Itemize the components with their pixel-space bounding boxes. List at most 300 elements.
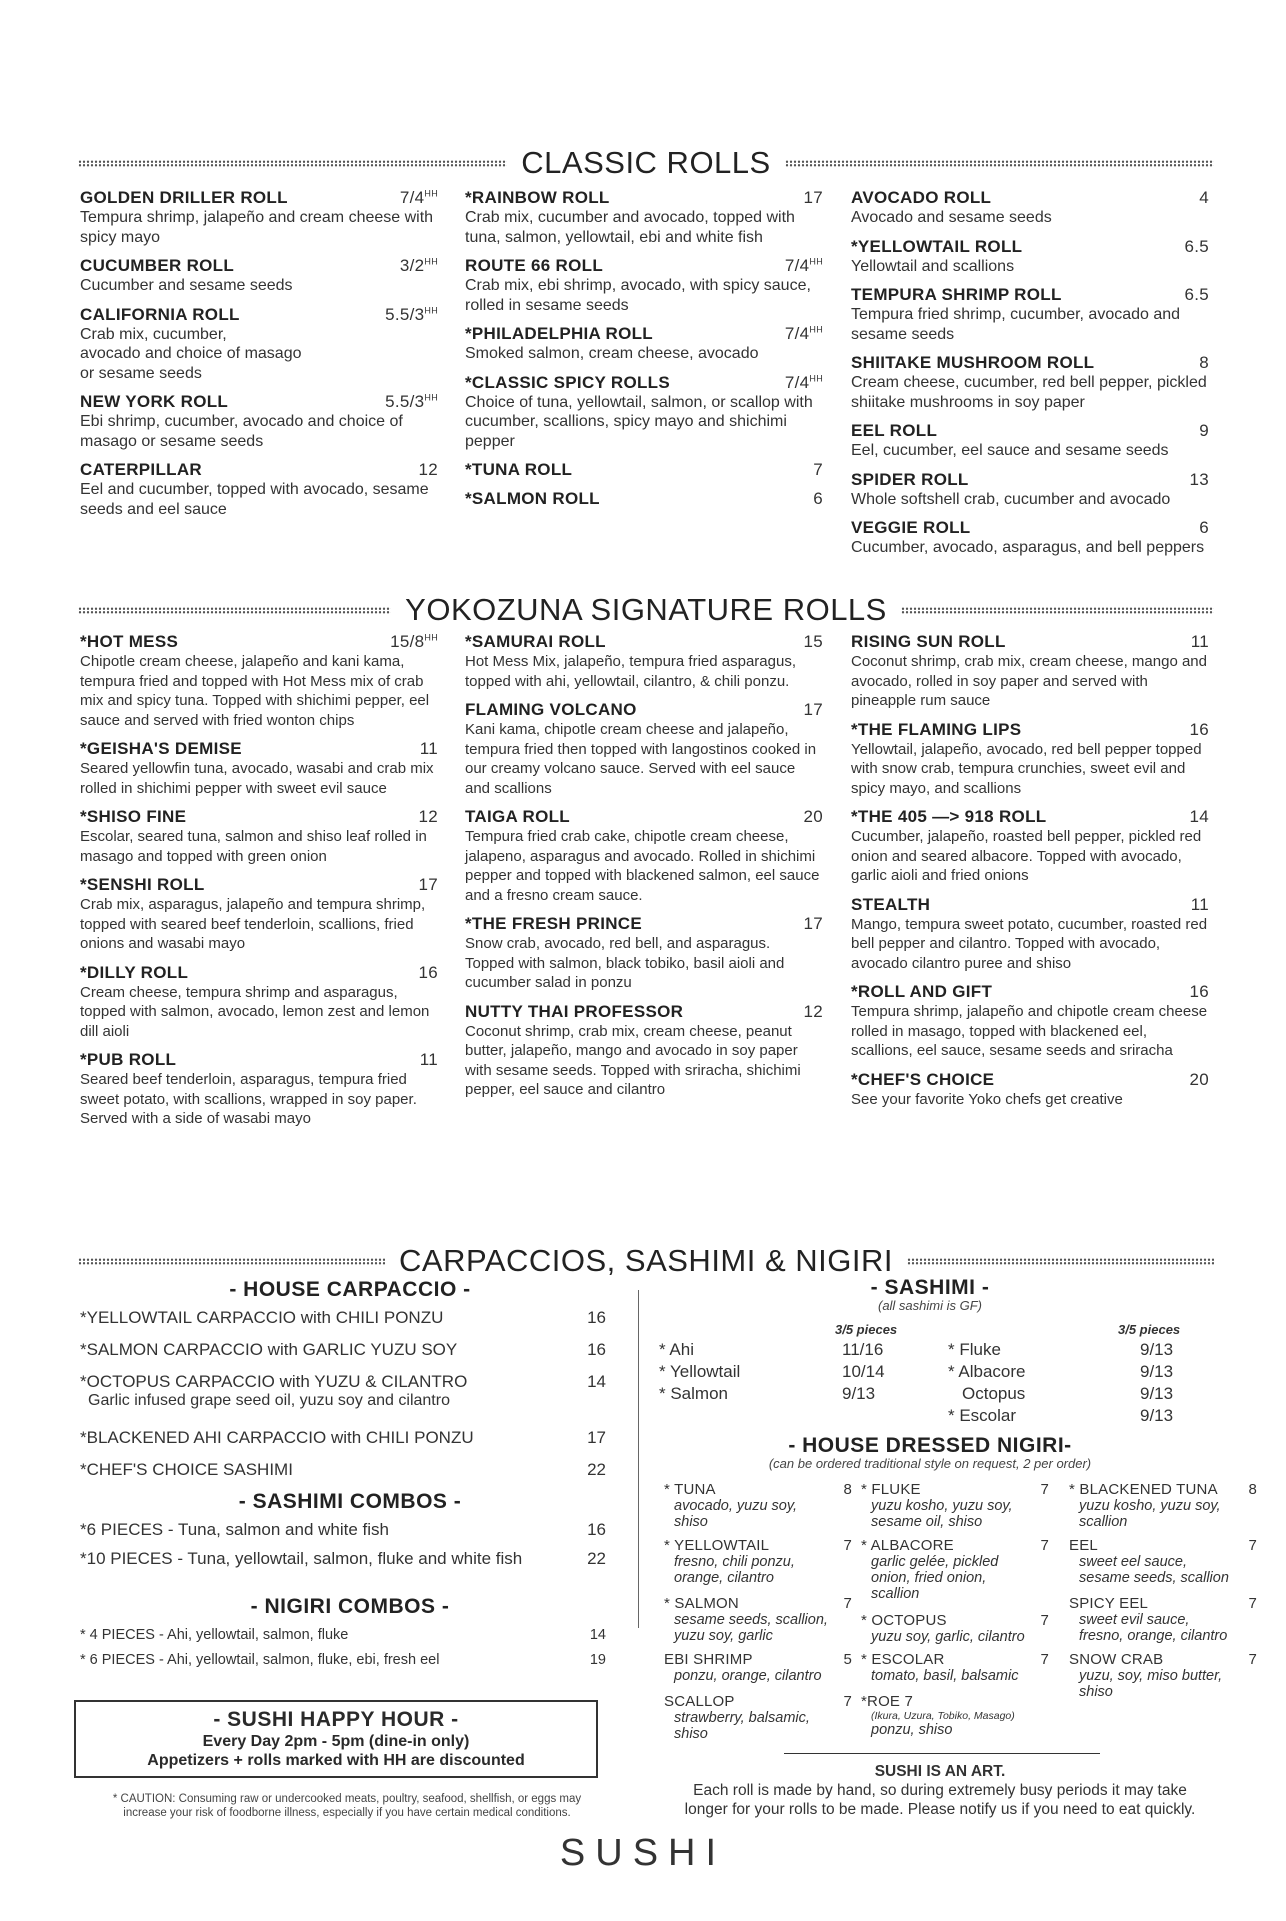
price-value: 20: [1189, 1069, 1209, 1089]
divider-line: [784, 1753, 1100, 1754]
menu-item-name: CUCUMBER ROLL: [80, 256, 235, 275]
happy-hour-mark: HH: [809, 372, 823, 383]
nigiri-name: * FLUKE: [861, 1481, 921, 1498]
menu-item-price: [1189, 982, 1209, 1002]
price-row: [80, 1372, 606, 1410]
sashimi-name: * Yellowtail: [659, 1362, 741, 1381]
price-value: 20: [803, 807, 823, 826]
nigiri-name: * TUNA: [664, 1481, 716, 1498]
classic-rolls-title: CLASSIC ROLLS: [521, 145, 771, 180]
carpaccio-header: [78, 1241, 1214, 1281]
menu-item-name: RISING SUN ROLL: [851, 632, 1006, 651]
sashimi-name: * Escolar: [948, 1406, 1017, 1425]
nigiri-description: sweet eel sauce, sesame seeds, scallion: [1079, 1554, 1229, 1586]
sashimi-price: 9/13: [1140, 1406, 1174, 1425]
nigiri-item: [861, 1651, 1049, 1684]
price-row-name: *CHEF'S CHOICE SASHIMI: [80, 1460, 293, 1479]
nigiri-price: 7: [1040, 1612, 1049, 1629]
menu-item-price: [1184, 285, 1209, 305]
menu-item-name: *DILLY ROLL: [80, 962, 189, 982]
menu-item-price: [385, 392, 438, 412]
sashimi-name: * Salmon: [659, 1384, 728, 1403]
menu-item-header: [465, 807, 823, 827]
price-row-label-group: [80, 1549, 522, 1569]
price-value: 6.5: [1184, 285, 1209, 304]
menu-item-description: Eel, cucumber, eel sauce and sesame seeds: [851, 442, 1169, 459]
menu-item-name: *SENSHI ROLL: [80, 875, 205, 894]
menu-item-description: Cucumber, avocado, asparagus, and bell peppers: [851, 539, 1205, 556]
menu-item-name: SHIITAKE MUSHROOM ROLL: [851, 353, 1095, 372]
menu-item-name: *PHILADELPHIA ROLL: [465, 324, 653, 343]
menu-item: [851, 895, 1209, 974]
menu-item-name: ROUTE 66 ROLL: [465, 256, 604, 275]
price-value: 13: [1189, 469, 1209, 489]
nigiri-name: * SALMON: [664, 1595, 739, 1612]
nigiri-price: 7: [1248, 1537, 1257, 1554]
menu-item-name: AVOCADO ROLL: [851, 188, 992, 207]
menu-item: [465, 807, 823, 905]
menu-item-header: [465, 188, 823, 208]
menu-item-description: Crab mix, ebi shrimp, avocado, with spicy sauce, rolled in sesame seeds: [465, 277, 811, 314]
nigiri-description: garlic gelée, pickled onion, fried onion, scallion: [871, 1554, 999, 1602]
nigiri-name: *ROE 7: [861, 1693, 914, 1710]
price-value: 16: [418, 962, 438, 982]
menu-item-description: Whole softshell crab, cucumber and avocado: [851, 490, 1171, 508]
price-row-price: 22: [587, 1460, 606, 1479]
menu-item-header: [465, 914, 823, 934]
nigiri-description: yuzu kosho, yuzu soy, sesame oil, shiso: [871, 1498, 1013, 1530]
price-value: 12: [418, 460, 438, 479]
nigiri-name: * OCTOPUS: [861, 1612, 947, 1629]
price-value: 7/4: [784, 324, 810, 343]
classic-col-1: [80, 188, 438, 528]
price-row: [80, 1428, 606, 1448]
menu-item: [465, 460, 823, 480]
menu-item-description: Escolar, seared tuna, salmon and shiso leaf rolled in masago and topped with green onion: [80, 828, 427, 865]
menu-item-description: Cream cheese, cucumber, red bell pepper, pickled shiitake mushrooms in soy paper: [851, 374, 1207, 411]
menu-item: [851, 1070, 1209, 1110]
menu-item-header: [851, 237, 1209, 257]
menu-item-header: [851, 353, 1209, 373]
price-row-name: *YELLOWTAIL CARPACCIO with CHILI PONZU: [80, 1308, 444, 1327]
menu-item-header: [851, 421, 1209, 441]
menu-item: [465, 324, 823, 364]
nigiri-name: SCALLOP: [664, 1693, 735, 1710]
nigiri-item-header: [861, 1537, 1049, 1554]
sashimi-price: 9/13: [842, 1384, 876, 1403]
happy-hour-mark: HH: [424, 392, 438, 403]
price-row-label-group: [80, 1372, 467, 1410]
price-row: [80, 1460, 606, 1480]
price-value: 8: [1199, 353, 1209, 372]
sashimi-price: 10/14: [842, 1362, 885, 1381]
price-row-label-group: [80, 1627, 348, 1643]
price-value: 7/4: [399, 188, 425, 207]
price-row-name: *10 PIECES - Tuna, yellowtail, salmon, fluke and white fish: [80, 1549, 523, 1568]
menu-item-name: *SALMON ROLL: [465, 489, 600, 508]
price-row: [80, 1549, 606, 1569]
price-value: 6.5: [1184, 236, 1209, 256]
nigiri-item-header: [664, 1537, 852, 1554]
nigiri-name: EBI SHRIMP: [664, 1651, 753, 1668]
menu-item-header: [851, 470, 1209, 490]
price-value: 4: [1199, 188, 1209, 207]
menu-item: [851, 188, 1209, 228]
price-row-name: *OCTOPUS CARPACCIO with YUZU & CILANTRO: [80, 1372, 468, 1391]
menu-item-header: [80, 875, 438, 895]
happy-hour-mark: HH: [424, 632, 438, 643]
menu-item: [80, 256, 438, 296]
menu-item: [851, 518, 1209, 558]
price-value: 15/8: [390, 632, 425, 651]
menu-item-price: [1184, 237, 1209, 257]
menu-item-description: Yellowtail, jalapeño, avocado, red bell pepper topped with snow crab, tempura crunchies, sweet evil and spicy mayo, and scallions: [851, 740, 1202, 797]
price-value: 11: [1190, 632, 1209, 651]
menu-item-description: Seared yellowfin tuna, avocado, wasabi and crab mix rolled in shichimi pepper with sweet evil sauce: [80, 760, 434, 797]
nigiri-price: 8: [843, 1481, 852, 1498]
nigiri-description: sweet evil sauce, fresno, orange, cilantro: [1079, 1612, 1228, 1644]
happy-hour-box: [74, 1700, 598, 1778]
menu-item-description: Cream cheese, tempura shrimp and asparagus, topped with salmon, avocado, lemon zest and lemon dill aioli: [80, 983, 430, 1040]
nigiri-description: strawberry, balsamic, shiso: [674, 1710, 810, 1742]
menu-item-description: Chipotle cream cheese, jalapeño and kani kama, tempura fried and topped with Hot Mess mix of crab mix and spicy tuna. Topped with shichimi pepper, eel sauce and served with fried wonton chips: [80, 653, 430, 729]
dotted-rule: [785, 160, 1214, 167]
column-divider: [638, 1290, 639, 1628]
sashimi-name: * Albacore: [948, 1362, 1026, 1381]
nigiri-name: * BLACKENED TUNA: [1069, 1481, 1218, 1498]
menu-item-price: [400, 256, 438, 276]
price-value: 6: [1199, 518, 1209, 537]
dotted-rule: [78, 1258, 385, 1265]
menu-item-name: SPIDER ROLL: [851, 469, 969, 489]
menu-item-price: [418, 807, 438, 827]
price-value: 5.5/3: [385, 392, 425, 411]
menu-item-header: [465, 1002, 823, 1022]
nigiri-subtitle: (can be ordered traditional style on request, 2 per order): [768, 1456, 1092, 1471]
nigiri-item-header: [861, 1693, 1049, 1710]
menu-item-name: TEMPURA SHRIMP ROLL: [851, 285, 1062, 304]
sashimi-title: - SASHIMI -: [870, 1276, 990, 1299]
menu-item-header: [851, 632, 1209, 652]
menu-item-description: Avocado and sesame seeds: [851, 209, 1052, 226]
nigiri-price: 5: [843, 1651, 852, 1668]
menu-item-name: CATERPILLAR: [80, 460, 202, 479]
price-row-label-group: [80, 1652, 439, 1668]
nigiri-price: 7: [1248, 1651, 1257, 1668]
sashimi-combos-title: - SASHIMI COMBOS -: [238, 1490, 462, 1513]
nigiri-item: [861, 1612, 1049, 1645]
nigiri-name: * ALBACORE: [861, 1537, 954, 1554]
menu-item: [465, 1002, 823, 1100]
menu-item-price: [1189, 470, 1209, 490]
happy-hour-mark: HH: [809, 324, 823, 335]
menu-item-header: [80, 188, 438, 208]
price-value: 17: [803, 700, 823, 719]
menu-item-header: [465, 256, 823, 276]
price-value: 3/2: [399, 256, 425, 275]
price-row-price: 17: [587, 1428, 606, 1447]
sashimi-pieces-label-right: 3/5 pieces: [1118, 1322, 1181, 1337]
menu-item: [465, 914, 823, 993]
sushi-art-note: [660, 1762, 1220, 1819]
menu-item-header: [851, 807, 1209, 827]
menu-item-name: TAIGA ROLL: [465, 807, 570, 826]
price-row-note: Garlic infused grape seed oil, yuzu soy and cilantro: [88, 1392, 450, 1409]
menu-item-price: [803, 632, 823, 652]
nigiri-description: avocado, yuzu soy, shiso: [674, 1498, 798, 1530]
price-value: 6: [813, 489, 823, 508]
menu-item: [851, 632, 1209, 711]
menu-item-header: [851, 518, 1209, 538]
menu-item-header: [80, 256, 438, 276]
menu-item-name: *SHISO FINE: [80, 807, 187, 826]
menu-item-price: [418, 460, 438, 480]
menu-item-price: [803, 188, 823, 208]
menu-item-price: [390, 632, 438, 652]
menu-item-name: GOLDEN DRILLER ROLL: [80, 188, 288, 207]
nigiri-item: [664, 1693, 852, 1742]
nigiri-item: [664, 1481, 852, 1530]
nigiri-name: * YELLOWTAIL: [664, 1537, 770, 1554]
nigiri-item-header: [664, 1693, 852, 1710]
menu-item-name: *TUNA ROLL: [465, 460, 573, 479]
menu-item-description: Kani kama, chipotle cream cheese and jalapeño, tempura fried then topped with langostinos cooked in our creamy volcano sauce. Served with eel sauce and scallions: [465, 721, 817, 797]
price-value: 11: [419, 1050, 438, 1069]
price-row-price: 22: [587, 1549, 606, 1568]
menu-item-description: Tempura fried crab cake, chipotle cream cheese, jalapeno, asparagus and avocado. Rolled in shichimi pepper and topped with blackened salmon, eel sauce and a fresno cream sauce.: [465, 828, 820, 904]
menu-item: [465, 700, 823, 798]
menu-item-description: Coconut shrimp, crab mix, cream cheese, peanut butter, jalapeño, mango and avocado in soy paper with sesame seeds. Topped with sriracha, shichimi pepper, eel sauce and cilantro: [465, 1022, 801, 1098]
nigiri-description: fresno, chili ponzu, orange, cilantro: [674, 1554, 795, 1586]
nigiri-description: yuzu kosho, yuzu soy, scallion: [1079, 1498, 1221, 1530]
menu-item-header: [80, 739, 438, 759]
menu-item-header: [465, 489, 823, 509]
nigiri-item: [861, 1481, 1049, 1530]
happy-hour-mark: HH: [809, 256, 823, 267]
nigiri-item-header: [664, 1481, 852, 1498]
happy-hour-line-2: Appetizers + rolls marked with HH are discounted: [147, 1752, 525, 1769]
menu-item-price: [1191, 895, 1209, 915]
menu-item: [465, 632, 823, 691]
menu-item: [80, 1050, 438, 1129]
price-value: 7/4: [784, 256, 810, 275]
menu-item-description: Choice of tuna, yellowtail, salmon, or scallop with cucumber, scallions, spicy mayo and shichimi pepper: [465, 393, 813, 450]
menu-item-header: [465, 460, 823, 480]
menu-item-header: [80, 305, 438, 325]
price-row-price: 16: [587, 1308, 606, 1327]
menu-item-price: [420, 1050, 438, 1070]
menu-item-header: [80, 392, 438, 412]
menu-item-price: [803, 807, 823, 827]
nigiri-item-header: [1069, 1537, 1257, 1554]
dotted-rule: [901, 607, 1214, 614]
price-row: [80, 1627, 606, 1643]
art-line-1: Each roll is made by hand, so during extremely busy periods it may take: [693, 1782, 1187, 1799]
menu-item-header: [465, 324, 823, 344]
nigiri-price: 7: [1248, 1595, 1257, 1612]
nigiri-name: SPICY EEL: [1069, 1595, 1149, 1612]
nigiri-item: [664, 1537, 852, 1586]
menu-item-name: *THE 405 —> 918 ROLL: [851, 807, 1047, 826]
price-row-name: *BLACKENED AHI CARPACCIO with CHILI PONZU: [80, 1428, 474, 1447]
price-value: 16: [1189, 982, 1209, 1001]
menu-item: [851, 982, 1209, 1061]
nigiri-price: 7: [843, 1693, 852, 1710]
price-row-price: 19: [589, 1652, 606, 1668]
menu-item-description: Tempura fried shrimp, cucumber, avocado and sesame seeds: [851, 306, 1181, 343]
menu-item-price: [1189, 807, 1209, 827]
nigiri-description: yuzu, soy, miso butter, shiso: [1079, 1668, 1223, 1700]
price-row-label-group: [80, 1520, 389, 1540]
nigiri-item: [1069, 1651, 1257, 1700]
menu-item-description: Yellowtail and scallions: [851, 257, 1015, 275]
nigiri-description: yuzu soy, garlic, cilantro: [871, 1629, 1025, 1645]
price-value: 17: [803, 188, 823, 207]
house-carpaccio-title: - HOUSE CARPACCIO -: [229, 1278, 471, 1301]
price-value: 16: [1189, 719, 1209, 739]
menu-item-header: [80, 1050, 438, 1070]
menu-item-description: Mango, tempura sweet potato, cucumber, roasted red bell pepper and cilantro. Topped with avocado, avocado cilantro puree and shiso: [851, 915, 1208, 972]
price-row-price: 16: [587, 1340, 606, 1359]
sashimi-price: 9/13: [1140, 1340, 1174, 1359]
price-row: [80, 1340, 606, 1360]
nigiri-item: [664, 1595, 852, 1644]
menu-item-price: [813, 460, 823, 480]
price-row: [80, 1652, 606, 1668]
menu-item-name: *THE FRESH PRINCE: [465, 914, 643, 933]
menu-item-name: *CHEF'S CHOICE: [851, 1069, 995, 1089]
menu-item-header: [851, 188, 1209, 208]
menu-item-description: See your favorite Yoko chefs get creative: [851, 1090, 1123, 1108]
menu-item-header: [80, 807, 438, 827]
menu-item-price: [785, 256, 823, 276]
nigiri-roe-types: (Ikura, Uzura, Tobiko, Masago): [871, 1710, 1015, 1722]
signature-col-2: [465, 632, 823, 1109]
menu-item-header: [465, 373, 823, 393]
menu-item-description: Cucumber, jalapeño, roasted bell pepper, pickled red onion and seared albacore. Topped with avocado, garlic aioli and fried onions: [851, 828, 1202, 884]
nigiri-price: 7: [843, 1595, 852, 1612]
nigiri-item-header: [1069, 1651, 1257, 1668]
menu-item: [465, 489, 823, 509]
menu-item-description: Hot Mess Mix, jalapeño, tempura fried asparagus, topped with ahi, yellowtail, cilantro, & chili ponzu.: [465, 653, 796, 690]
menu-item: [80, 392, 438, 451]
nigiri-description: tomato, basil, balsamic: [871, 1668, 1019, 1684]
price-value: 7: [813, 460, 823, 479]
menu-item-price: [420, 739, 438, 759]
menu-item-description: Snow crab, avocado, red bell, and asparagus. Topped with salmon, black tobiko, basil aioli and cucumber salad in ponzu: [465, 935, 785, 991]
signature-col-1: [80, 632, 438, 1138]
price-value: 12: [803, 1001, 823, 1021]
menu-item-name: *CLASSIC SPICY ROLLS: [465, 372, 670, 392]
menu-item-header: [851, 895, 1209, 915]
menu-item-name: NUTTY THAI PROFESSOR: [465, 1001, 684, 1021]
menu-item-header: [851, 720, 1209, 740]
nigiri-price: 8: [1248, 1481, 1257, 1498]
sashimi-subtitle: (all sashimi is GF): [877, 1298, 982, 1313]
menu-item-price: [1189, 720, 1209, 740]
nigiri-item-header: [1069, 1481, 1257, 1498]
menu-item-description: Crab mix, cucumber, avocado and choice of masago or sesame seeds: [80, 325, 302, 382]
price-value: 7/4: [784, 372, 810, 392]
menu-item-name: *GEISHA'S DEMISE: [80, 739, 242, 758]
nigiri-description: ponzu, shiso: [871, 1722, 953, 1738]
menu-item: [465, 256, 823, 315]
price-value: 17: [418, 875, 438, 894]
menu-item-header: [851, 1070, 1209, 1090]
classic-col-2: [465, 188, 823, 518]
price-row-name: * 6 PIECES - Ahi, yellowtail, salmon, fluke, ebi, fresh eel: [80, 1652, 440, 1668]
sashimi-name: Octopus: [962, 1384, 1026, 1403]
art-title: SUSHI IS AN ART.: [874, 1763, 1006, 1780]
menu-item-header: [851, 285, 1209, 305]
menu-item-description: Eel and cucumber, topped with avocado, sesame seeds and eel sauce: [80, 481, 429, 518]
price-value: 15: [803, 632, 823, 651]
sashimi-name: * Ahi: [659, 1340, 694, 1359]
price-row: [80, 1520, 606, 1540]
menu-item-price: [400, 188, 438, 208]
menu-item: [851, 720, 1209, 799]
caution-line-2: increase your risk of foodborne illness, especially if you have certain medical conditions.: [123, 1807, 571, 1819]
art-line-2: longer for your rolls to be made. Please notify us if you need to eat quickly.: [684, 1801, 1196, 1818]
menu-item-name: *YELLOWTAIL ROLL: [851, 236, 1023, 256]
nigiri-name: EEL: [1069, 1537, 1098, 1554]
nigiri-price: 7: [1040, 1537, 1049, 1554]
sushi-logo: SUSHI: [559, 1832, 727, 1874]
price-row-price: 14: [589, 1627, 606, 1643]
menu-item-header: [80, 632, 438, 652]
price-row-name: *SALMON CARPACCIO with GARLIC YUZU SOY: [80, 1340, 458, 1359]
menu-item: [80, 807, 438, 866]
sashimi-price: 9/13: [1140, 1384, 1174, 1403]
menu-item-name: STEALTH: [851, 894, 931, 914]
signature-col-3: [851, 632, 1209, 1118]
menu-item-header: [465, 632, 823, 652]
nigiri-title: - HOUSE DRESSED NIGIRI-: [788, 1434, 1072, 1457]
menu-item-name: *SAMURAI ROLL: [465, 632, 606, 651]
menu-item-description: Seared beef tenderloin, asparagus, tempura fried sweet potato, with scallions, wrapped in soy paper. Served with a side of wasabi mayo: [80, 1071, 417, 1127]
menu-item: [80, 739, 438, 798]
menu-item-description: Crab mix, cucumber and avocado, topped with tuna, salmon, yellowtail, ebi and white fish: [465, 209, 795, 246]
price-row: [80, 1308, 606, 1328]
menu-item: [851, 285, 1209, 344]
carpaccio-title: CARPACCIOS, SASHIMI & NIGIRI: [399, 1243, 894, 1278]
menu-item: [80, 460, 438, 519]
menu-item-name: VEGGIE ROLL: [851, 518, 971, 537]
nigiri-description: ponzu, orange, cilantro: [674, 1668, 822, 1684]
classic-rolls-header: [78, 143, 1214, 183]
menu-item: [80, 963, 438, 1042]
sashimi-price: 11/16: [842, 1340, 884, 1359]
menu-item-description: Ebi shrimp, cucumber, avocado and choice of masago or sesame seeds: [80, 413, 403, 450]
price-value: 11: [419, 739, 438, 758]
menu-item: [851, 807, 1209, 886]
menu-item: [80, 188, 438, 247]
menu-item: [851, 421, 1209, 461]
happy-hour-mark: HH: [424, 256, 438, 267]
sashimi-name: * Fluke: [948, 1340, 1001, 1359]
dotted-rule: [78, 160, 507, 167]
menu-item-price: [1199, 421, 1209, 441]
menu-item-price: [1199, 353, 1209, 373]
menu-item-description: Smoked salmon, cream cheese, avocado: [465, 345, 759, 362]
signature-rolls-header: [78, 590, 1214, 630]
menu-item-description: Crab mix, asparagus, jalapeño and tempura shrimp, topped with seared beef tenderloin, scallions, fried onions and wasabi mayo: [80, 896, 426, 952]
menu-item: [80, 305, 438, 384]
menu-item-name: CALIFORNIA ROLL: [80, 304, 240, 324]
price-value: 12: [418, 807, 438, 826]
menu-item-header: [465, 700, 823, 720]
signature-rolls-title: YOKOZUNA SIGNATURE ROLLS: [405, 592, 887, 627]
